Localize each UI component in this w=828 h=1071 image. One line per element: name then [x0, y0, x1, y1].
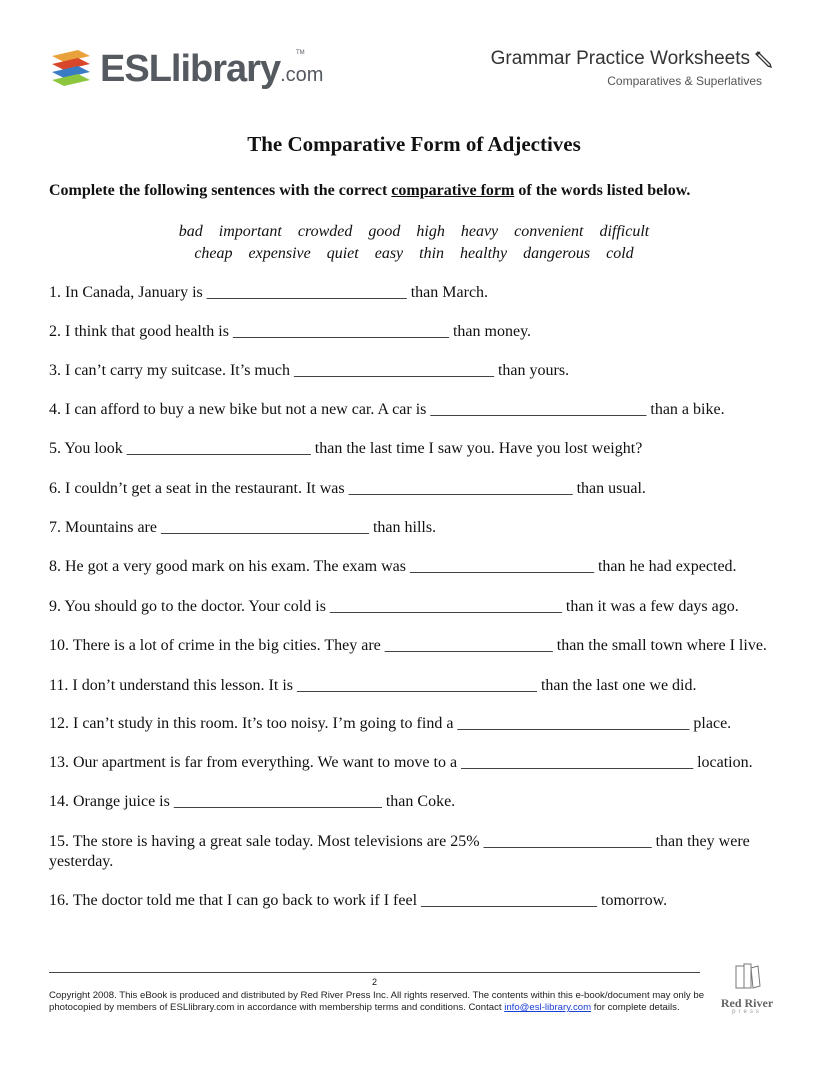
word-bank-word: crowded: [297, 223, 353, 240]
word-bank-word: bad: [178, 223, 203, 240]
books-icon: [730, 962, 764, 992]
word-bank-word: cheap: [194, 245, 233, 262]
page-title: The Comparative Form of Adjectives: [247, 132, 581, 156]
question-15: 15. The store is having a great sale today. Most televisions are 25% _____________________ than they were yesterday.: [49, 833, 750, 870]
question-2: 2. I think that good health is ___________________________ than money.: [49, 323, 532, 340]
esl-library-logo: [48, 44, 324, 96]
logo-wordmark: ESLlibrary.com TM: [100, 48, 324, 90]
series-header: [491, 48, 774, 88]
word-bank-word: thin: [419, 245, 445, 262]
word-bank-word: easy: [374, 245, 404, 262]
question-4: 4. I can afford to buy a new bike but not a new car. A car is ___________________________ than a bike.: [49, 401, 725, 418]
word-bank-word: quiet: [326, 245, 359, 262]
publisher-press: press: [732, 1009, 762, 1015]
word-bank-word: dangerous: [523, 245, 591, 262]
word-bank-word: cold: [606, 245, 634, 262]
word-bank-row-1: [0, 221, 828, 243]
question-11: 11. I don’t understand this lesson. It is ______________________________ than the last one we did.: [49, 677, 697, 694]
word-bank-word: difficult: [599, 223, 650, 240]
contact-email-link[interactable]: info@esl-library.com: [504, 1002, 592, 1013]
question-16: 16. The doctor told me that I can go back to work if I feel ______________________ tomorrow.: [49, 892, 668, 909]
series-title: Grammar Practice Worksheets: [491, 48, 774, 70]
question-14: 14. Orange juice is __________________________ than Coke.: [49, 793, 456, 810]
publisher-name: Red River: [720, 996, 774, 1010]
question-10: 10. There is a lot of crime in the big cities. They are _____________________ than the small town where I live.: [49, 637, 767, 654]
question-12: 12. I can’t study in this room. It’s too noisy. I’m going to find a _____________________________ place.: [49, 715, 732, 732]
word-bank-word: healthy: [460, 245, 508, 262]
word-bank: [0, 221, 828, 265]
question-9: 9. You should go to the doctor. Your cold is _____________________________ than it was a few days ago.: [49, 598, 739, 615]
word-bank-word: good: [368, 223, 401, 240]
question-3: 3. I can’t carry my suitcase. It’s much _________________________ than yours.: [49, 362, 570, 379]
word-bank-word: convenient: [514, 223, 584, 240]
word-bank-word: expensive: [248, 245, 311, 262]
question-6: 6. I couldn’t get a seat in the restaurant. It was ____________________________ than usual.: [49, 480, 646, 497]
word-bank-word: high: [416, 223, 445, 240]
question-13: 13. Our apartment is far from everything. We want to move to a _____________________________ location.: [49, 754, 753, 771]
question-8: 8. He got a very good mark on his exam. The exam was _______________________ than he had expected.: [49, 558, 737, 575]
instructions: Complete the following sentences with the correct comparative form of the words listed below.: [49, 182, 691, 199]
word-bank-word: important: [218, 223, 282, 240]
pencil-icon: [754, 49, 774, 69]
question-5: 5. You look _______________________ than the last time I saw you. Have you lost weight?: [49, 440, 643, 457]
red-river-press-logo: [716, 962, 778, 1015]
question-7: 7. Mountains are __________________________ than hills.: [49, 519, 437, 536]
copyright-notice: Copyright 2008. This eBook is produced and distributed by Red River Press Inc. All rights reserved. The contents within this e-book/document may only be photocopied by members of ESLlibrary.com in accordance with membership terms and conditions. Contact info@esl-library.com for complete details.: [49, 990, 705, 1013]
series-subtitle: Comparatives & Superlatives: [607, 74, 762, 88]
question-1: 1. In Canada, January is _________________________ than March.: [49, 284, 489, 301]
book-stack-icon: [48, 48, 94, 94]
instructions-underlined: comparative form: [391, 182, 515, 199]
footer-divider: [49, 972, 700, 973]
page-number: 2: [371, 977, 377, 987]
word-bank-row-2: [0, 243, 828, 265]
word-bank-word: heavy: [460, 223, 499, 240]
